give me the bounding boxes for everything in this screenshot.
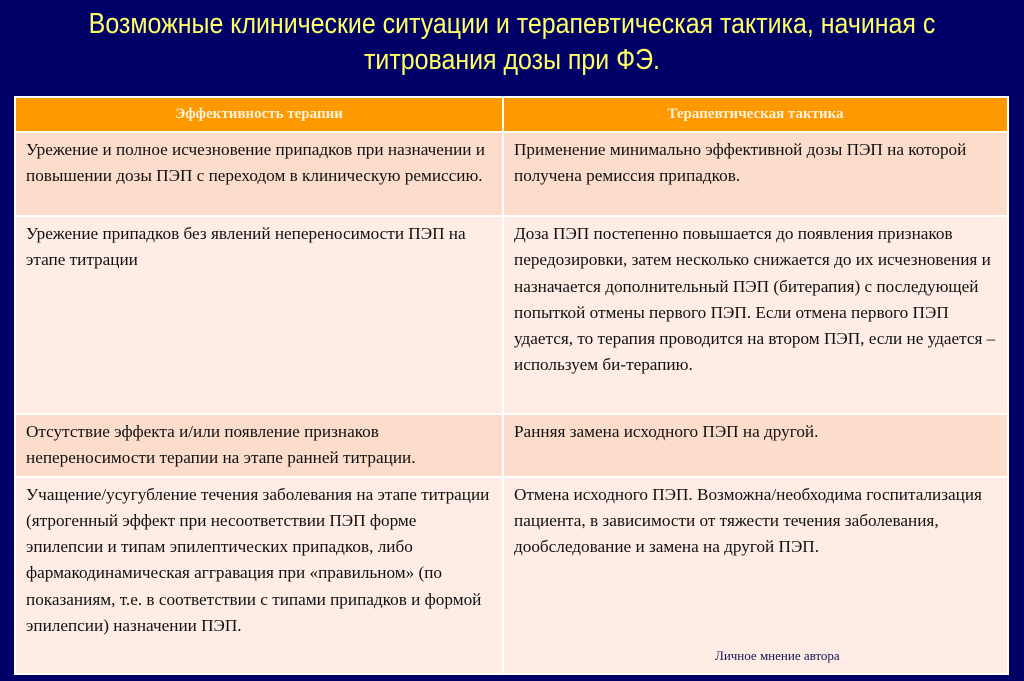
table-row <box>15 216 1008 414</box>
cell-effectiveness: Учащение/усугубление течения заболевания на этапе титрации (ятрогенный эффект при несоответствии ПЭП форме эпилепсии и типам эпилептических припадков, либо фармакодинамическая аггравация при «правильном» (по показаниям, т.е. в соответствии с типами припадков и формой эпилепсии) назначении ПЭП. <box>15 477 503 674</box>
cell-effectiveness: Урежение и полное исчезновение припадков при назначении и повышении дозы ПЭП с переходом в клиническую ремиссию. <box>15 132 503 216</box>
author-note: Личное мнение автора <box>715 648 840 663</box>
cell-tactic: Доза ПЭП постепенно повышается до появления признаков передозировки, затем несколько снижается до их исчезновения и назначается дополнительный ПЭП (битерапия) с последующей попыткой отмены первого ПЭП. Если отмена первого ПЭП удается, то терапия проводится на втором ПЭП, если не удается – используем би-терапию. <box>503 216 1008 414</box>
header-tactic: Терапевтическая тактика <box>503 97 1008 132</box>
slide-title <box>72 6 953 78</box>
slide-title-line-2: титрования дозы при ФЭ. <box>363 44 660 76</box>
cell-effectiveness: Урежение припадков без явлений непереносимости ПЭП на этапе титрации <box>15 216 503 414</box>
cell-tactic: Отмена исходного ПЭП. Возможна/необходима госпитализация пациента, в зависимости от тяжести течения заболевания, дообследование и замена на другой ПЭП. <box>503 477 1008 674</box>
cell-effectiveness: Отсутствие эффекта и/или появление признаков непереносимости терапии на этапе ранней титрации. <box>15 414 503 477</box>
header-effectiveness: Эффективность терапии <box>15 97 503 132</box>
tactics-table <box>14 96 1009 675</box>
cell-tactic: Применение минимально эффективной дозы ПЭП на которой получена ремиссия припадков. <box>503 132 1008 216</box>
table-row <box>15 477 1008 674</box>
cell-tactic: Ранняя замена исходного ПЭП на другой. <box>503 414 1008 477</box>
table-header-row <box>15 97 1008 132</box>
table-row <box>15 132 1008 216</box>
slide-title-line-1: Возможные клинические ситуации и терапевтическая тактика, начиная с <box>88 8 936 40</box>
table-row <box>15 414 1008 477</box>
